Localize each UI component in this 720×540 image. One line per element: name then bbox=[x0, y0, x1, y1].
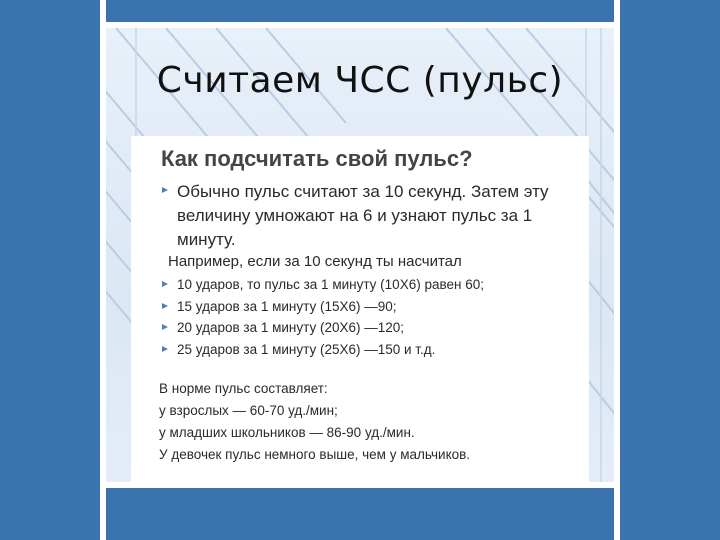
list-item bbox=[161, 296, 581, 318]
bullet-triangle-icon bbox=[162, 187, 168, 193]
example-bullet-list bbox=[161, 274, 581, 360]
frame-right-border bbox=[614, 0, 620, 540]
list-item-text: 10 ударов, то пульс за 1 минуту (10Х6) равен 60; bbox=[177, 277, 484, 292]
list-item-text: 25 ударов за 1 минуту (25Х6) —150 и т.д. bbox=[177, 341, 436, 357]
card-heading: Как подсчитать свой пульс? bbox=[161, 146, 473, 171]
bullet-triangle-icon bbox=[162, 324, 168, 330]
bullet-triangle-icon bbox=[162, 346, 168, 352]
list-item bbox=[161, 339, 581, 361]
bottom-band bbox=[106, 488, 614, 540]
norms-line: у младших школьников — 86-90 уд./мин. bbox=[159, 425, 415, 440]
example-intro: Например, если за 10 секунд ты насчитал bbox=[168, 253, 462, 270]
norms-block bbox=[159, 378, 579, 466]
main-bullet-list bbox=[161, 180, 571, 252]
list-item bbox=[161, 180, 571, 252]
top-band bbox=[106, 0, 614, 22]
list-item-text: Обычно пульс считают за 10 секунд. Затем эту величину умножают на 6 и узнают пульс за 1 минуту. bbox=[177, 182, 549, 249]
content-card bbox=[131, 136, 589, 482]
slide-title: Считаем ЧСС (пульс) bbox=[156, 60, 564, 101]
list-item-text: 15 ударов за 1 минуту (15Х6) —90; bbox=[177, 298, 397, 314]
list-item bbox=[161, 274, 581, 296]
norms-line: У девочек пульс немного выше, чем у мальчиков. bbox=[159, 447, 471, 462]
bullet-triangle-icon bbox=[162, 303, 168, 309]
list-item-text: 20 ударов за 1 минуту (20Х6) —120; bbox=[177, 320, 405, 335]
list-item bbox=[161, 317, 581, 339]
bullet-triangle-icon bbox=[162, 281, 168, 287]
norms-line: у взрослых — 60-70 уд./мин; bbox=[159, 403, 338, 418]
norms-line: В норме пульс составляет: bbox=[159, 381, 328, 396]
